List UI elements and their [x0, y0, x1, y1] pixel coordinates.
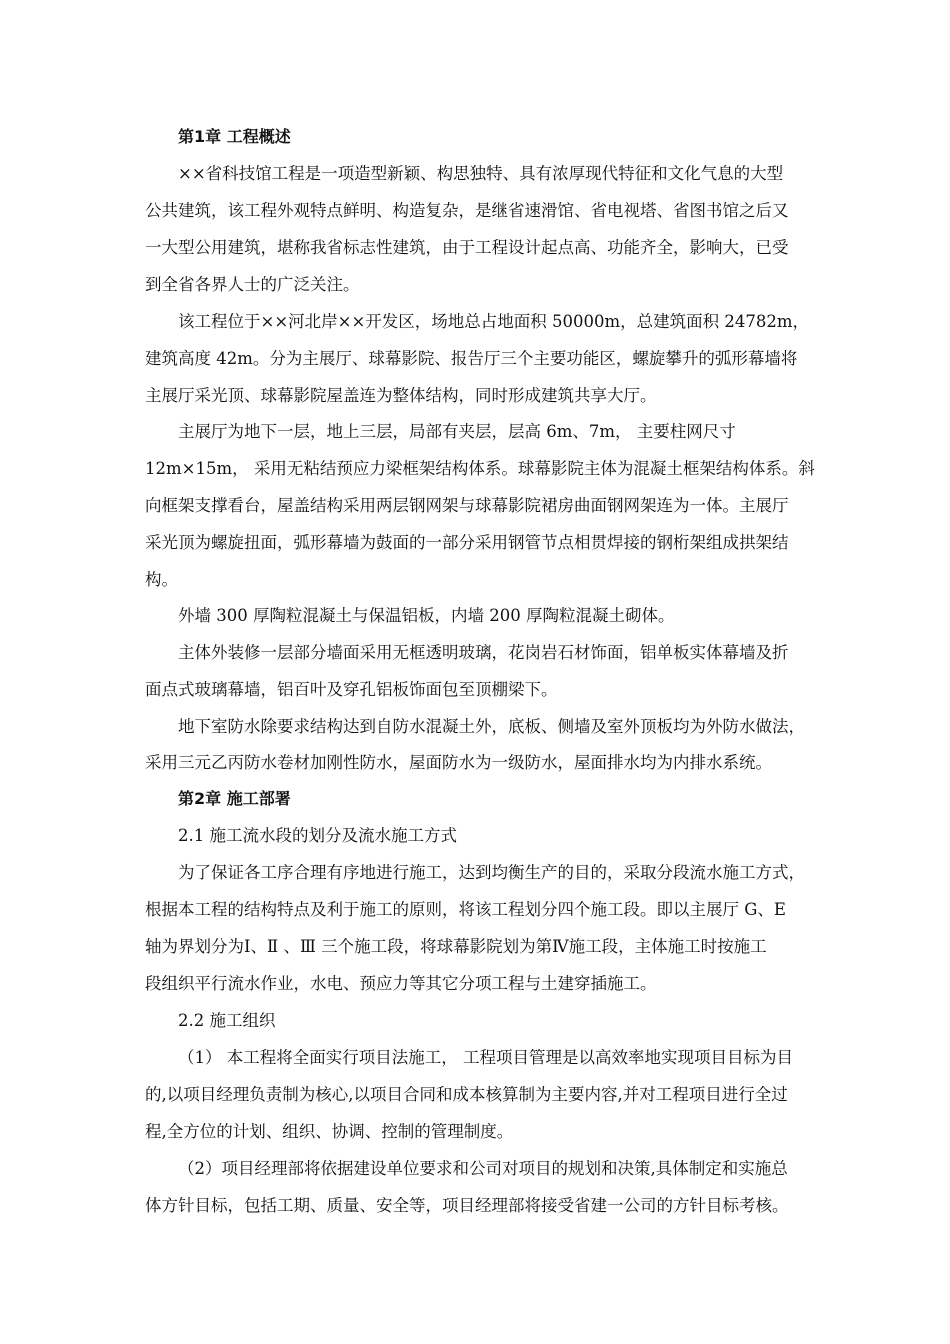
paragraph-line: 地下室防水除要求结构达到自防水混凝土外，底板、侧墙及室外顶板均为外防水做法，	[178, 717, 805, 736]
paragraph-line: 为了保证各工序合理有序地进行施工，达到均衡生产的目的，采取分段流水施工方式，	[178, 863, 805, 882]
paragraph-line: 向框架支撑看台，屋盖结构采用两层钢网架与球幕影院裙房曲面钢网架连为一体。主展厅	[145, 496, 789, 515]
paragraph-line: 段组织平行流水作业，水电、预应力等其它分项工程与土建穿插施工。	[145, 974, 657, 993]
paragraph-line: 外墙 300 厚陶粒混凝土与保温铝板，内墙 200 厚陶粒混凝土砌体。	[178, 606, 675, 625]
paragraph-line: 到全省各界人士的广泛关注。	[145, 275, 360, 294]
paragraph-line: ××省科技馆工程是一项造型新颖、构思独特、具有浓厚现代特征和文化气息的大型	[178, 164, 784, 183]
paragraph-line: 一大型公用建筑，堪称我省标志性建筑，由于工程设计起点高、功能齐全，影响大，已受	[145, 238, 789, 257]
paragraph-line: 的,以项目经理负责制为核心,以项目合同和成本核算制为主要内容,并对工程项目进行全过	[145, 1085, 788, 1104]
paragraph-line: 采用三元乙丙防水卷材加刚性防水，屋面防水为一级防水，屋面排水均为内排水系统。	[145, 753, 772, 772]
paragraph-line: 主展厅为地下一层，地上三层，局部有夹层，层高 6m、7m， 主要柱网尺寸	[178, 422, 736, 441]
paragraph-line: 公共建筑，该工程外观特点鲜明、构造复杂，是继省速滑馆、省电视塔、省图书馆之后又	[145, 201, 789, 220]
paragraph-line: （1） 本工程将全面实行项目法施工， 工程项目管理是以高效率地实现项目目标为目	[178, 1048, 793, 1067]
paragraph-line: 主体外装修一层部分墙面采用无框透明玻璃，花岗岩石材饰面，铝单板实体幕墙及折	[178, 643, 789, 662]
chapter-1-heading: 第1章 工程概述	[178, 127, 291, 146]
paragraph-line: 轴为界划分为Ⅰ、Ⅱ 、Ⅲ 三个施工段，将球幕影院划为第Ⅳ施工段，主体施工时按施工	[145, 937, 767, 956]
paragraph-line: 建筑高度 42m。分为主展厅、球幕影院、报告厅三个主要功能区，螺旋攀升的弧形幕墙将	[145, 349, 798, 368]
paragraph-line: 面点式玻璃幕墙，铝百叶及穿孔铝板饰面包至顶棚梁下。	[145, 680, 558, 699]
section-2-2-heading: 2.2 施工组织	[178, 1011, 276, 1030]
paragraph-line: 程,全方位的计划、组织、协调、控制的管理制度。	[145, 1122, 514, 1141]
paragraph-line: 主展厅采光顶、球幕影院屋盖连为整体结构，同时形成建筑共享大厅。	[145, 386, 657, 405]
paragraph-line: 采光顶为螺旋扭面，弧形幕墙为鼓面的一部分采用钢管节点相贯焊接的钢桁架组成拱架结	[145, 533, 789, 552]
paragraph-line: 构。	[145, 570, 178, 589]
chapter-2-heading: 第2章 施工部署	[178, 789, 291, 808]
section-2-1-heading: 2.1 施工流水段的划分及流水施工方式	[178, 826, 457, 845]
paragraph-line: 12m×15m， 采用无粘结预应力梁框架结构体系。球幕影院主体为混凝土框架结构体系。斜	[145, 459, 815, 478]
paragraph-line: 根据本工程的结构特点及利于施工的原则，将该工程划分四个施工段。即以主展厅 G、E	[145, 900, 786, 919]
paragraph-line: 体方针目标，包括工期、质量、安全等，项目经理部将接受省建一公司的方针目标考核。	[145, 1196, 789, 1215]
paragraph-line: （2）项目经理部将依据建设单位要求和公司对项目的规划和决策,具体制定和实施总	[178, 1159, 788, 1178]
paragraph-line: 该工程位于××河北岸××开发区，场地总占地面积 50000m，总建筑面积 24782m，	[178, 312, 810, 331]
